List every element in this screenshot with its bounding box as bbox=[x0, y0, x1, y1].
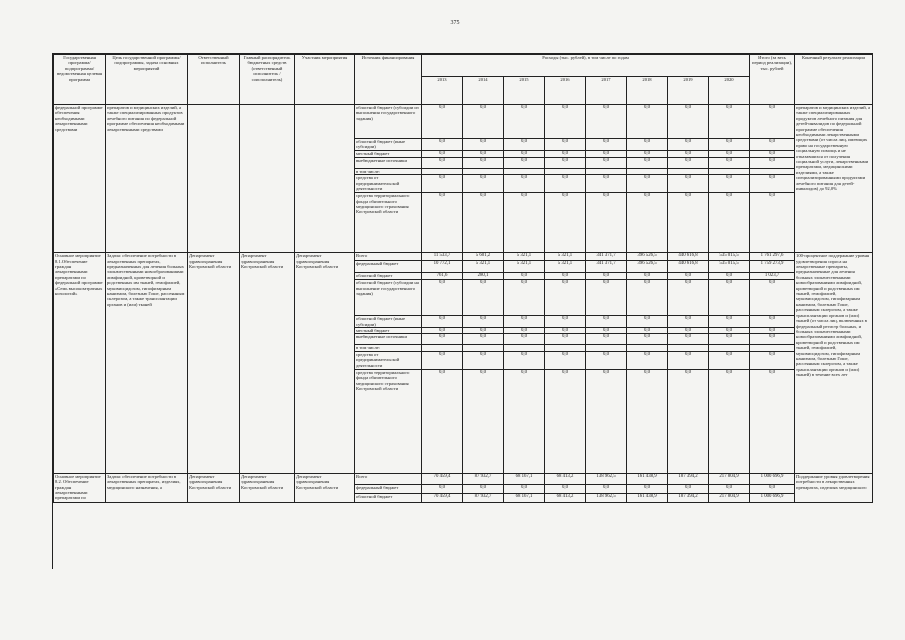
expense-value-cell: 0,0 bbox=[627, 351, 668, 369]
block-program-cell: Основное мероприятие 8.2. Обеспечение граждан лекарственными препаратами по bbox=[54, 473, 106, 502]
expense-value-cell: 68 413,2 bbox=[545, 493, 586, 502]
expense-value-cell: 0,0 bbox=[504, 193, 545, 253]
expense-value-cell: 0,0 bbox=[668, 280, 709, 316]
funding-source-cell: областной бюджет bbox=[355, 493, 422, 502]
total-value-cell: 1 023,7 bbox=[750, 273, 795, 280]
header-expenses: Расходы (тыс. рублей), в том числе по годам bbox=[422, 55, 750, 77]
block-program-cell: Основное мероприятие 8.1.Обеспечение граждан лекарственными препаратами по федеральной программе «Семь высокозатратных нозологий» bbox=[54, 253, 106, 474]
header-year: 2013 bbox=[422, 77, 463, 105]
funding-source-cell: внебюджетные источники bbox=[355, 157, 422, 168]
expense-value-cell: 0,0 bbox=[709, 273, 750, 280]
expense-value-cell: 87 932,7 bbox=[463, 473, 504, 484]
expense-value-cell: 0,0 bbox=[545, 150, 586, 157]
expense-value-cell: 0,0 bbox=[545, 280, 586, 316]
expense-value-cell: 0,0 bbox=[668, 273, 709, 280]
funding-source-cell: внебюджетные источники bbox=[355, 334, 422, 345]
funding-source-cell: средства от предпринимательской деятельности bbox=[355, 351, 422, 369]
expense-value-cell: 0,0 bbox=[422, 157, 463, 168]
total-value-cell: 0,0 bbox=[750, 157, 795, 168]
header-year: 2020 bbox=[709, 77, 750, 105]
expense-value-cell: 0,0 bbox=[504, 334, 545, 345]
expense-value-cell: 0,0 bbox=[627, 105, 668, 139]
block-manager-cell bbox=[240, 105, 295, 253]
header-participant: Участник мероприятия bbox=[295, 55, 355, 105]
expense-value-cell: 0,0 bbox=[463, 316, 504, 328]
expense-value-cell: 187 394,2 bbox=[668, 473, 709, 484]
expense-value-cell: 0,0 bbox=[463, 139, 504, 151]
expense-value-cell: 0,0 bbox=[627, 139, 668, 151]
expense-value-cell: 0,0 bbox=[463, 175, 504, 193]
total-value-cell: 0,0 bbox=[750, 351, 795, 369]
expense-value-cell: 0,0 bbox=[709, 328, 750, 334]
block-manager-cell: Департамент здравоохранения Костромской области bbox=[240, 473, 295, 502]
expense-value-cell: 0,0 bbox=[504, 105, 545, 139]
expense-value-cell: 0,0 bbox=[422, 175, 463, 193]
expense-value-cell: 0,0 bbox=[545, 105, 586, 139]
expense-value-cell: 0,0 bbox=[422, 351, 463, 369]
expense-value-cell: 0,0 bbox=[504, 316, 545, 328]
funding-source-cell: Всего bbox=[355, 253, 422, 261]
expense-value-cell: 0,0 bbox=[709, 351, 750, 369]
expense-value-cell: 0,0 bbox=[545, 193, 586, 253]
expense-value-cell: 0,0 bbox=[586, 193, 627, 253]
expense-value-cell: 0,0 bbox=[463, 157, 504, 168]
expense-value-cell: 0,0 bbox=[422, 105, 463, 139]
expense-value-cell: 68 167,1 bbox=[504, 473, 545, 484]
total-value-cell: 0,0 bbox=[750, 105, 795, 139]
expense-value-cell: 0,0 bbox=[463, 369, 504, 473]
total-value-cell: 1 000 696,9 bbox=[750, 473, 795, 484]
expense-value-cell: 0,0 bbox=[463, 105, 504, 139]
expense-value-cell: 0,0 bbox=[668, 157, 709, 168]
total-value-cell: 0,0 bbox=[750, 334, 795, 345]
expense-value-cell: 0,0 bbox=[627, 334, 668, 345]
expense-value-cell: 0,0 bbox=[627, 369, 668, 473]
expense-value-cell: 0,0 bbox=[586, 484, 627, 493]
expense-value-cell: 0,0 bbox=[504, 280, 545, 316]
block-result-cell: препаратов и медицинских изделий, а также специализированных продуктов лечебного питания для детей-инвалидов по федеральной программе обеспечения необходимыми лекарственными средствами (от числа лиц, имеющих право на государственную социальную помощь и не отказавшихся от получения социальной услуги, лекарственными препаратами, медицинскими изделиями, а также специализированными продуктами лечебного питания для детей-инвалидов) до 92,0% bbox=[795, 105, 873, 253]
expense-value-cell: 0,0 bbox=[504, 139, 545, 151]
expense-value-cell: 0,0 bbox=[709, 316, 750, 328]
header-goal: Цель государственной программы/подпрограммы, задача основных мероприятий bbox=[106, 55, 188, 105]
expense-value-cell: 0,0 bbox=[463, 328, 504, 334]
expense-value-cell: 0,0 bbox=[627, 273, 668, 280]
expense-value-cell: 0,0 bbox=[504, 351, 545, 369]
expense-value-cell: 0,0 bbox=[709, 139, 750, 151]
expense-value-cell: 0,0 bbox=[586, 157, 627, 168]
header-year: 2017 bbox=[586, 77, 627, 105]
total-value-cell: 0,0 bbox=[750, 280, 795, 316]
expense-value-cell: 0,0 bbox=[463, 334, 504, 345]
expense-value-cell: 0,0 bbox=[545, 139, 586, 151]
expense-value-cell: 0,0 bbox=[668, 484, 709, 493]
total-value-cell: 1 759 273,9 bbox=[750, 261, 795, 273]
expense-value-cell: 0,0 bbox=[586, 273, 627, 280]
header-year: 2018 bbox=[627, 77, 668, 105]
expense-value-cell: 0,0 bbox=[668, 175, 709, 193]
block-goal-cell: препаратов и медицинских изделий, а также специализированных продуктов лечебного питания по федеральной программе обеспечения необходимыми лекарственными средствами bbox=[106, 105, 188, 253]
header-source: Источник финансирования bbox=[355, 55, 422, 105]
expense-value-cell: 0,0 bbox=[627, 193, 668, 253]
funding-source-cell: средства от предпринимательской деятельности bbox=[355, 175, 422, 193]
expense-value-cell: 0,0 bbox=[422, 280, 463, 316]
expense-value-cell: 0,0 bbox=[463, 150, 504, 157]
expense-value-cell: 11 533,7 bbox=[422, 253, 463, 261]
expense-value-cell: 68 167,1 bbox=[504, 493, 545, 502]
block-program-cell: федеральной программе обеспечения необходимыми лекарственными средствами bbox=[54, 105, 106, 253]
expense-value-cell: 187 394,2 bbox=[668, 493, 709, 502]
expense-value-cell: 0,0 bbox=[627, 175, 668, 193]
funding-source-cell: областной бюджет (иные субсидии) bbox=[355, 316, 422, 328]
expense-value-cell: 5 601,2 bbox=[463, 253, 504, 261]
expense-value-cell: 0,0 bbox=[709, 193, 750, 253]
expense-value-cell: 5 321,1 bbox=[463, 261, 504, 273]
expense-value-cell: 0,0 bbox=[463, 351, 504, 369]
funding-source-cell: средства территориального фонда обязательного медицинского страхования Костромской области bbox=[355, 369, 422, 473]
expense-value-cell: 0,0 bbox=[668, 105, 709, 139]
expense-value-cell: 5 321,1 bbox=[504, 253, 545, 261]
expense-value-cell: 0,0 bbox=[709, 175, 750, 193]
expense-value-cell: 70 459,4 bbox=[422, 493, 463, 502]
funding-source-cell: средства территориального фонда обязательного медицинского страхования Костромской области bbox=[355, 193, 422, 253]
page-number: 375 bbox=[450, 20, 460, 26]
expense-value-cell: 0,0 bbox=[586, 105, 627, 139]
expense-value-cell: 0,0 bbox=[586, 369, 627, 473]
expense-value-cell: 0,0 bbox=[586, 175, 627, 193]
funding-source-cell: местный бюджет bbox=[355, 328, 422, 334]
header-manager: Главный распорядитель бюджетных средств (ответственный исполнитель / соисполнитель) bbox=[240, 55, 295, 105]
expense-value-cell: 0,0 bbox=[586, 316, 627, 328]
expense-value-cell: 0,0 bbox=[709, 105, 750, 139]
expense-value-cell: 0,0 bbox=[422, 193, 463, 253]
funding-source-cell: в том числе: bbox=[355, 168, 422, 174]
total-value-cell: 0,0 bbox=[750, 139, 795, 151]
expense-value-cell: 0,0 bbox=[586, 139, 627, 151]
expense-value-cell: 0,0 bbox=[668, 150, 709, 157]
expense-value-cell: 0,0 bbox=[422, 334, 463, 345]
expense-value-cell: 217 804,9 bbox=[709, 473, 750, 484]
expense-value-cell: 68 413,2 bbox=[545, 473, 586, 484]
block-result-cell: 100-процентное поддержание уровня удовлетворения спроса на лекарственные препараты, предназначенные для лечения больных злокачественными новообразованиями лимфоидной, кроветворной и родственных им тканей, гемофилией, муковисцидозом, гипофизарным нанизмом, болезнью Гоше, рассеянным склерозом, а также трансплантации органов и (или) тканей (от числа лиц, включенных в федеральный регистр больных, и больных злокачественными новообразованиями лимфоидной, кроветворной и родственных им тканей, гемофилией, муковисцидозом, гипофизарным нанизмом, болезнью Гоше, рассеянным склерозом, а также трансплантации органов и (или) тканей) в течение всех лет bbox=[795, 253, 873, 474]
header-executor: Ответственный исполнитель bbox=[188, 55, 240, 105]
expense-value-cell: 0,0 bbox=[709, 484, 750, 493]
expense-value-cell: 0,0 bbox=[422, 150, 463, 157]
block-manager-cell: Департамент здравоохранения Костромской области bbox=[240, 253, 295, 474]
header-program: Государственная программа/подпрограмма/ ведомственная целевая программа bbox=[54, 55, 106, 105]
expense-value-cell: 0,0 bbox=[668, 139, 709, 151]
expense-value-cell: 396 526,5 bbox=[627, 253, 668, 261]
funding-source-cell: областной бюджет bbox=[355, 273, 422, 280]
expense-value-cell: 0,0 bbox=[709, 157, 750, 168]
table-row bbox=[54, 105, 873, 139]
total-value-cell: 0,0 bbox=[750, 316, 795, 328]
expense-value-cell: 0,0 bbox=[586, 334, 627, 345]
block-goal-cell: Задача: обеспечение потребности в лекарственных препаратах, предназначенных для лечения больных злокачественными новообразованиями лимфоидной, кроветворной и родственных им тканей, гемофилией, муковисцидозом, гипофизарным нанизмом, болезнью Гоше, рассеянным склерозом, а также трансплантации органов и (или) тканей bbox=[106, 253, 188, 474]
expense-value-cell: 0,0 bbox=[627, 157, 668, 168]
expense-value-cell: 0,0 bbox=[504, 150, 545, 157]
block-result-cell: Поддержание уровня удовлетворения потребности в лекарственных препаратах, изделиях медицинского bbox=[795, 473, 873, 502]
expense-value-cell: 161 438,9 bbox=[627, 473, 668, 484]
expense-value-cell: 5 321,1 bbox=[545, 261, 586, 273]
header-year: 2014 bbox=[463, 77, 504, 105]
total-value-cell: 1 000 696,9 bbox=[750, 493, 795, 502]
expense-value-cell: 0,0 bbox=[586, 280, 627, 316]
total-value-cell: 0,0 bbox=[750, 175, 795, 193]
expense-value-cell: 0,0 bbox=[422, 484, 463, 493]
total-value-cell: 0,0 bbox=[750, 193, 795, 253]
expense-value-cell: 440 616,8 bbox=[668, 253, 709, 261]
expense-value-cell: 0,0 bbox=[709, 150, 750, 157]
total-value-cell: 0,0 bbox=[750, 484, 795, 493]
expense-value-cell: 0,0 bbox=[545, 334, 586, 345]
expense-value-cell: 0,0 bbox=[668, 328, 709, 334]
expense-value-cell: 0,0 bbox=[709, 334, 750, 345]
block-executor-cell bbox=[188, 105, 240, 253]
expense-value-cell: 0,0 bbox=[545, 484, 586, 493]
expense-value-cell: 280,1 bbox=[463, 273, 504, 280]
expense-value-cell: 0,0 bbox=[504, 484, 545, 493]
expense-value-cell: 0,0 bbox=[627, 328, 668, 334]
expense-value-cell: 396 526,5 bbox=[627, 261, 668, 273]
expense-value-cell: 0,0 bbox=[545, 328, 586, 334]
funding-source-cell: федеральный бюджет bbox=[355, 484, 422, 493]
expense-value-cell: 535 015,5 bbox=[709, 253, 750, 261]
expense-value-cell: 0,0 bbox=[627, 150, 668, 157]
expense-value-cell: 161 438,9 bbox=[627, 493, 668, 502]
block-executor-cell: Департамент здравоохранения Костромской области bbox=[188, 253, 240, 474]
expense-value-cell: 0,0 bbox=[586, 150, 627, 157]
budget-table-sheet bbox=[52, 53, 873, 569]
table-row bbox=[54, 253, 873, 261]
expense-value-cell: 0,0 bbox=[627, 316, 668, 328]
total-value-cell: 0,0 bbox=[750, 328, 795, 334]
expense-value-cell: 5 321,1 bbox=[504, 261, 545, 273]
funding-source-cell: областной бюджет (субсидии из выполнения государственного задания) bbox=[355, 105, 422, 139]
expense-value-cell: 0,0 bbox=[709, 280, 750, 316]
expense-value-cell: 0,0 bbox=[586, 328, 627, 334]
expense-value-cell: 0,0 bbox=[504, 328, 545, 334]
header-year: 2016 bbox=[545, 77, 586, 105]
expense-value-cell: 0,0 bbox=[422, 316, 463, 328]
header-result: Конечный результат реализации bbox=[795, 55, 873, 105]
expense-value-cell: 440 616,8 bbox=[668, 261, 709, 273]
expense-value-cell: 0,0 bbox=[668, 369, 709, 473]
expense-value-cell: 0,0 bbox=[463, 193, 504, 253]
expense-value-cell: 0,0 bbox=[668, 334, 709, 345]
expense-value-cell: 0,0 bbox=[545, 316, 586, 328]
block-participant-cell bbox=[295, 105, 355, 253]
expense-value-cell: 138 962,5 bbox=[586, 473, 627, 484]
header-year: 2019 bbox=[668, 77, 709, 105]
expense-value-cell: 0,0 bbox=[463, 280, 504, 316]
expense-value-cell: 0,0 bbox=[463, 484, 504, 493]
expense-value-cell: 0,0 bbox=[545, 273, 586, 280]
total-value-cell: 1 761 297,6 bbox=[750, 253, 795, 261]
expense-value-cell: 0,0 bbox=[422, 328, 463, 334]
expense-value-cell: 535 015,5 bbox=[709, 261, 750, 273]
block-executor-cell: Департамент здравоохранения Костромской области bbox=[188, 473, 240, 502]
expense-value-cell: 10 772,1 bbox=[422, 261, 463, 273]
funding-source-cell: областной бюджет (субсидии на выполнение государственного задания) bbox=[355, 280, 422, 316]
expense-value-cell: 0,0 bbox=[504, 369, 545, 473]
expense-value-cell: 0,0 bbox=[668, 351, 709, 369]
block-goal-cell: Задача: обеспечение потребности в лекарственных препаратах, изделиях, медицинского назначения, а bbox=[106, 473, 188, 502]
expense-value-cell: 341 371,7 bbox=[586, 253, 627, 261]
block-participant-cell: Департамент здравоохранения Костромской области bbox=[295, 253, 355, 474]
total-value-cell: 0,0 bbox=[750, 150, 795, 157]
expense-value-cell: 0,0 bbox=[668, 316, 709, 328]
block-participant-cell: Департамент здравоохранения Костромской области bbox=[295, 473, 355, 502]
funding-source-cell: Всего bbox=[355, 473, 422, 484]
expense-value-cell: 0,0 bbox=[709, 369, 750, 473]
funding-source-cell: областной бюджет (иные субсидии) bbox=[355, 139, 422, 151]
header-year: 2015 bbox=[504, 77, 545, 105]
expense-value-cell: 0,0 bbox=[504, 157, 545, 168]
expense-value-cell: 0,0 bbox=[627, 280, 668, 316]
total-value-cell: 0,0 bbox=[750, 369, 795, 473]
expense-value-cell: 761,6 bbox=[422, 273, 463, 280]
expense-value-cell: 0,0 bbox=[504, 273, 545, 280]
funding-source-cell: местный бюджет bbox=[355, 150, 422, 157]
expense-value-cell: 5 321,1 bbox=[545, 253, 586, 261]
expense-value-cell: 138 962,5 bbox=[586, 493, 627, 502]
expense-value-cell: 70 459,4 bbox=[422, 473, 463, 484]
table-row bbox=[54, 473, 873, 484]
expense-value-cell: 0,0 bbox=[545, 157, 586, 168]
expense-value-cell: 87 932,7 bbox=[463, 493, 504, 502]
expense-value-cell: 0,0 bbox=[545, 369, 586, 473]
expense-value-cell: 341 371,7 bbox=[586, 261, 627, 273]
expense-value-cell: 0,0 bbox=[545, 175, 586, 193]
expense-value-cell: 0,0 bbox=[627, 484, 668, 493]
expense-value-cell: 0,0 bbox=[504, 175, 545, 193]
expense-value-cell: 217 804,9 bbox=[709, 493, 750, 502]
expense-value-cell: 0,0 bbox=[422, 139, 463, 151]
header-total: Итого (за весь период реализации), тыс. рублей bbox=[750, 55, 795, 105]
expense-value-cell: 0,0 bbox=[422, 369, 463, 473]
funding-source-cell: в том числе: bbox=[355, 345, 422, 351]
expense-value-cell: 0,0 bbox=[668, 193, 709, 253]
expense-value-cell: 0,0 bbox=[545, 351, 586, 369]
expense-value-cell: 0,0 bbox=[586, 351, 627, 369]
budget-table bbox=[53, 54, 873, 503]
funding-source-cell: федеральный бюджет bbox=[355, 261, 422, 273]
